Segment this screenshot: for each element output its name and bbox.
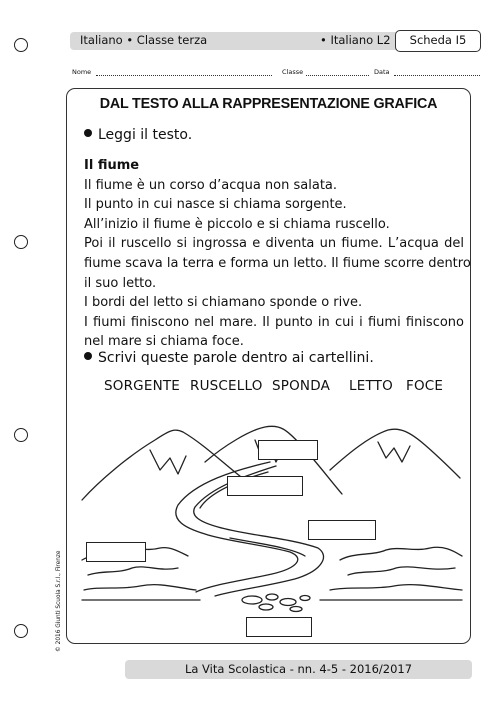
story-line: Il punto in cui nasce si chiama sorgente.: [84, 197, 347, 213]
river-stone: [280, 599, 296, 606]
label-box-letto[interactable]: [308, 520, 376, 540]
river-stone: [300, 596, 310, 601]
subject-class: Italiano • Classe terza: [80, 33, 208, 47]
story-heading: Il fiume: [84, 158, 140, 173]
story-line: All’inizio il fiume è piccolo e si chiama ruscello.: [84, 216, 390, 232]
story-line: il suo letto.: [84, 275, 157, 291]
word-foce: FOCE: [406, 378, 444, 394]
river-stone: [242, 596, 262, 604]
word-letto: LETTO: [349, 378, 393, 394]
word-sponda: SPONDA: [272, 378, 331, 394]
instruction-write-text: Scrivi queste parole dentro ai cartellini.: [98, 350, 374, 366]
level-label: • Italiano L2: [320, 33, 391, 47]
river-stone: [266, 594, 278, 600]
footer-bar: La Vita Scolastica - nn. 4-5 - 2016/2017: [125, 660, 472, 679]
word-ruscello: RUSCELLO: [190, 378, 263, 394]
label-box-sponda[interactable]: [86, 542, 146, 562]
story-line: fiume scava la terra e forma un letto. Il fiume scorre dentro: [84, 255, 471, 271]
label-box-foce[interactable]: [246, 617, 312, 637]
story-line: nel mare si chiama foce.: [84, 334, 244, 350]
name-label: Nome: [72, 68, 92, 76]
mountain-right: [330, 429, 460, 478]
class-label: Classe: [282, 68, 304, 76]
story-line: I bordi del letto si chiamano sponde o rive.: [84, 295, 363, 311]
story-line: I fiumi finiscono nel mare. Il punto in cui i fiumi finiscono: [84, 314, 464, 330]
river-stone: [259, 604, 273, 610]
bank-vegetation-right: [340, 547, 462, 560]
story-line: Il fiume è un corso d’acqua non salata.: [84, 177, 338, 193]
word-sorgente: SORGENTE: [104, 378, 181, 394]
story-line: Poi il ruscello si ingrossa e diventa un fiume. L’acqua del: [84, 236, 464, 252]
copyright-notice: © 2016 Giunti Scuola S.r.l., Firenze: [56, 550, 62, 652]
label-box-sorgente[interactable]: [258, 440, 318, 460]
sheet-badge: Scheda I5: [395, 30, 481, 52]
page-title: DAL TESTO ALLA RAPPRESENTAZIONE GRAFICA: [99, 96, 438, 112]
instruction-read-text: Leggi il testo.: [98, 127, 193, 143]
label-box-ruscello[interactable]: [227, 476, 303, 496]
date-label: Data: [374, 68, 390, 76]
river-stone: [290, 607, 302, 612]
